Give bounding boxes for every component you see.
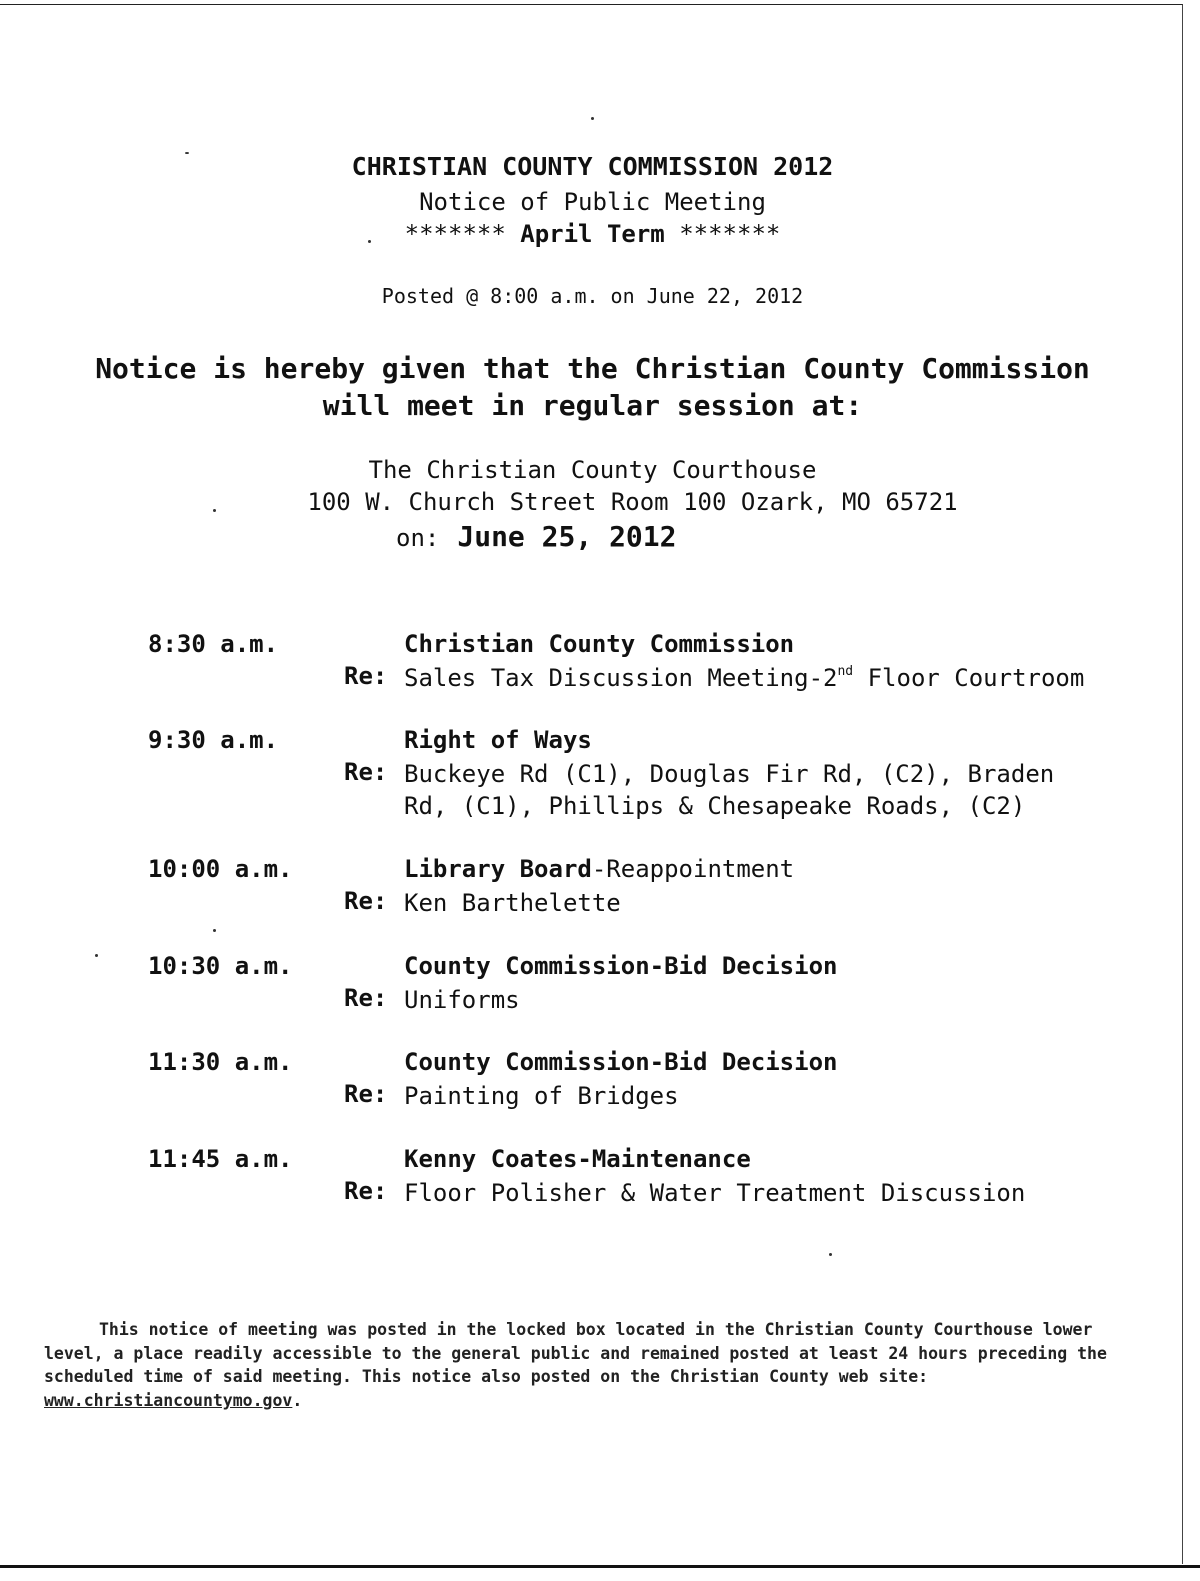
- agenda-topic: Right of Ways: [404, 726, 592, 754]
- scan-speck: [591, 117, 594, 120]
- agenda-re-text: Uniforms: [404, 986, 520, 1014]
- footer-end: .: [292, 1390, 303, 1410]
- agenda-topic: County Commission-Bid Decision: [404, 1048, 838, 1076]
- scan-speck: [829, 1253, 832, 1256]
- re-label: Re:: [344, 662, 388, 690]
- ordinal-suffix: nd: [837, 664, 854, 679]
- meeting-on-label: on:: [396, 524, 440, 552]
- notice-line-1: Notice is hereby given that the Christian County Commission: [95, 352, 1090, 385]
- scan-speck: [213, 929, 216, 932]
- agenda-topic-rest: -Reappointment: [591, 855, 795, 883]
- term-label: April Term: [520, 220, 665, 248]
- re-label: Re:: [344, 887, 388, 915]
- term-stars-left: *******: [404, 220, 506, 248]
- posting-notice-footer: [44, 1318, 1124, 1412]
- re-label: Re:: [344, 758, 388, 786]
- re-text-part: Sales Tax Discussion Meeting-2: [404, 664, 838, 692]
- posted-timestamp: Posted @ 8:00 a.m. on June 22, 2012: [381, 284, 804, 308]
- re-text-part: Floor Courtroom: [853, 664, 1085, 692]
- agenda-time: 10:30 a.m.: [148, 952, 293, 980]
- bottom-rule: [0, 1565, 1200, 1568]
- agenda-time: 9:30 a.m.: [148, 726, 279, 754]
- agenda-time: 10:00 a.m.: [148, 855, 293, 883]
- agenda-topic: Christian County Commission: [404, 630, 795, 658]
- agenda-re-text: Floor Polisher & Water Treatment Discussion: [404, 1179, 1026, 1207]
- re-label: Re:: [344, 1080, 388, 1108]
- scan-speck: [95, 954, 98, 957]
- county-website-link[interactable]: www.christiancountymo.gov: [44, 1390, 293, 1410]
- notice-statement: [0, 350, 1185, 424]
- re-label: Re:: [344, 1177, 388, 1205]
- re-text-line: Buckeye Rd (C1), Douglas Fir Rd, (C2), Braden: [404, 760, 1055, 788]
- agenda-re-text: [404, 758, 1054, 822]
- agenda-topic: Kenny Coates-Maintenance: [404, 1145, 751, 1173]
- agenda-re-text: [404, 662, 1084, 694]
- agenda-time: 11:45 a.m.: [148, 1145, 293, 1173]
- meeting-date: June 25, 2012: [457, 520, 677, 553]
- document-title: CHRISTIAN COUNTY COMMISSION 2012: [351, 152, 834, 181]
- agenda-re-text: Painting of Bridges: [404, 1082, 679, 1110]
- meeting-date-line: [396, 520, 677, 553]
- location-name: The Christian County Courthouse: [368, 456, 817, 484]
- agenda-topic-bold: Library Board: [404, 855, 592, 883]
- term-stars-right: *******: [679, 220, 781, 248]
- agenda-topic: County Commission-Bid Decision: [404, 952, 838, 980]
- footer-text: This notice of meeting was posted in the locked box located in the Christian County Courthouse lower level, a place readily accessible to the general public and remained posted at least 24 hours preceding the scheduled time of said meeting. This notice also posted on the Christian County web site:: [44, 1320, 1107, 1386]
- re-label: Re:: [344, 984, 388, 1012]
- re-text-line: Rd, (C1), Phillips & Chesapeake Roads, (C2): [404, 792, 1026, 820]
- document-subtitle: Notice of Public Meeting: [419, 188, 766, 216]
- notice-line-2: will meet in regular session at:: [322, 389, 863, 422]
- agenda-re-text: Ken Barthelette: [404, 889, 621, 917]
- agenda-time: 11:30 a.m.: [148, 1048, 293, 1076]
- agenda-topic: [404, 855, 794, 883]
- agenda-time: 8:30 a.m.: [148, 630, 279, 658]
- term-line: [0, 220, 1185, 248]
- location-address: 100 W. Church Street Room 100 Ozark, MO 65721: [307, 488, 958, 516]
